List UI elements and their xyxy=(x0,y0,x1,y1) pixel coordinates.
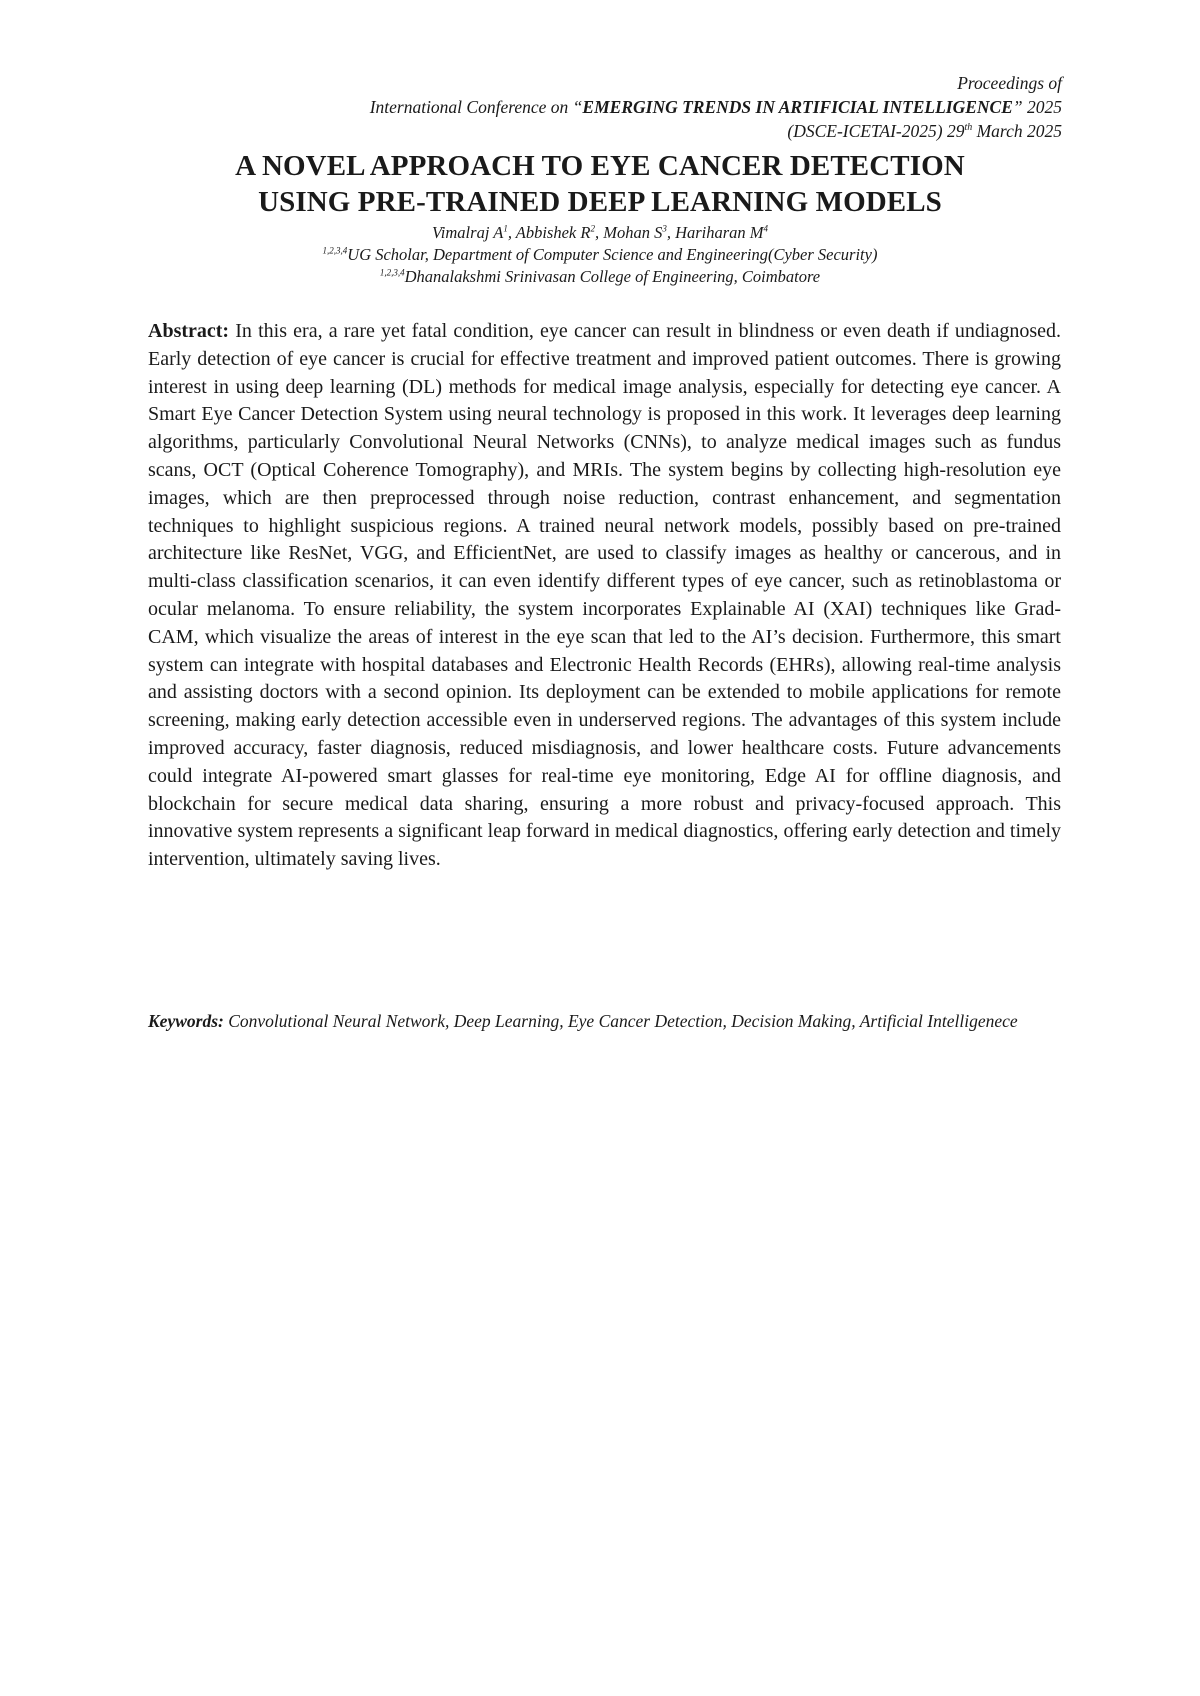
proceedings-line: Proceedings of xyxy=(957,73,1062,93)
conference-date xyxy=(370,119,1062,143)
paper-title-line-2: USING PRE-TRAINED DEEP LEARNING MODELS xyxy=(258,186,942,218)
keywords-text: Convolutional Neural Network, Deep Learning, Eye Cancer Detection, Decision Making, Artificial Intelligenece xyxy=(228,1011,1018,1031)
conference-prefix: International Conference on “ xyxy=(369,97,583,117)
affiliation-college xyxy=(100,266,1100,288)
abstract-label: Abstract: xyxy=(148,320,230,342)
abstract-text: In this era, a rare yet fatal condition, eye cancer can result in blindness or even death if undiagnosed. Early detection of eye cancer is crucial for effective treatment and improved patient outcomes. There is growing interest in using deep learning (DL) methods for medical image analysis, especially for detecting eye cancer. A Smart Eye Cancer Detection System using neural technology is proposed in this work. It leverages deep learning algorithms, particularly Convolutional Neural Networks (CNNs), to analyze medical images such as fundus scans, OCT (Optical Coherence Tomography), and MRIs. The system begins by collecting high-resolution eye images, which are then preprocessed through noise reduction, contrast enhancement, and segmentation techniques to highlight suspicious regions. A trained neural network models, possibly based on pre-trained architecture like ResNet, VGG, and EfficientNet, are used to classify images as healthy or cancerous, and in multi-class classification scenarios, it can even identify different types of eye cancer, such as retinoblastoma or ocular melanoma. To ensure reliability, the system incorporates Explainable AI (XAI) techniques like Grad-CAM, which visualize the areas of interest in the eye scan that led to the AI’s decision. Furthermore, this smart system can integrate with hospital databases and Electronic Health Records (EHRs), allowing real-time analysis and assisting doctors with a second opinion. Its deployment can be extended to mobile applications for remote screening, making early detection accessible even in underserved regions. The advantages of this system include improved accuracy, faster diagnosis, reduced misdiagnosis, and lower healthcare costs. Future advancements could integrate AI-powered smart glasses for real-time eye monitoring, Edge AI for offline diagnosis, and blockchain for secure medical data sharing, ensuring a more robust and privacy-focused approach. This innovative system represents a significant leap forward in medical diagnostics, offering early detection and timely intervention, ultimately saving lives. xyxy=(148,320,1062,871)
affiliation-department xyxy=(100,244,1100,266)
author-index: 2 xyxy=(590,223,595,234)
paper-title xyxy=(100,148,1100,220)
conference-date-prefix: (DSCE-ICETAI-2025) 29 xyxy=(787,121,965,141)
author-name: Mohan S xyxy=(603,223,663,242)
conference-name xyxy=(370,95,1062,119)
affiliation-index: 1,2,3,4 xyxy=(322,245,348,256)
author-index: 3 xyxy=(662,223,667,234)
conference-theme: EMERGING TRENDS IN ARTIFICIAL INTELLIGENCE xyxy=(582,97,1013,117)
conference-suffix: ” 2025 xyxy=(1012,97,1062,117)
affiliation-text: Dhanalakshmi Srinivasan College of Engineering, Coimbatore xyxy=(404,267,821,286)
conference-date-ordinal: th xyxy=(964,122,973,134)
author-index: 4 xyxy=(763,223,769,234)
author-block xyxy=(100,222,1100,288)
affiliation-index: 1,2,3,4 xyxy=(379,267,405,278)
author-name: Hariharan M xyxy=(675,223,764,242)
author-name: Abbishek R xyxy=(515,223,591,242)
proceedings-header xyxy=(370,71,1062,143)
paper-title-line-1: A NOVEL APPROACH TO EYE CANCER DETECTION xyxy=(235,150,965,182)
author-index: 1 xyxy=(503,223,508,234)
conference-date-suffix: March 2025 xyxy=(972,121,1062,141)
keywords-label: Keywords: xyxy=(148,1011,224,1031)
keywords xyxy=(148,1010,1061,1033)
abstract xyxy=(148,318,1061,874)
affiliation-text: UG Scholar, Department of Computer Science and Engineering(Cyber Security) xyxy=(347,245,878,264)
author-name: Vimalraj A xyxy=(431,223,504,242)
author-list: Vimalraj $A^1$, Abbishek $R^2$, Mohan $S^3$, Hariharan $M^4$ xyxy=(431,223,769,242)
